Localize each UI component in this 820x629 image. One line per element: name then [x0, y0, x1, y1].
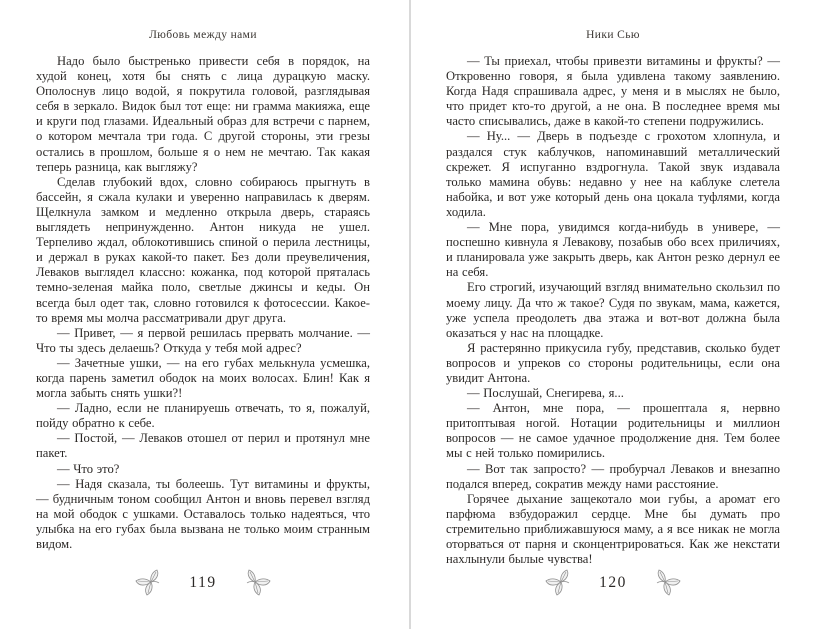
paragraph: — Надя сказала, ты болеешь. Тут витамины и фрукты, — будничным тоном сообщил Антон и вновь перевел взгляд на мой ободок с ушками. Оставалось только надеяться, что улыбка на его губах была вызвана не только моим странным видом.	[36, 476, 370, 551]
paragraph: — Ты приехал, чтобы привезти витамины и фрукты? — Откровенно говоря, я была удивлена такому заявлению. Когда Надя спрашивала адрес, у меня и в мыслях не было, что придет кто-то другой, а не она. В последнее время мы часто списывались, даже в какой-то степени подружились.	[446, 54, 780, 129]
paragraph: Я растерянно прикусила губу, представив, сколько будет вопросов и упреков со стороны родительницы, если она увидит Антона.	[446, 340, 780, 385]
page-footer-right	[446, 569, 780, 596]
page-text-left	[36, 54, 370, 552]
leaf-ornament-icon	[135, 569, 165, 596]
page-text-right	[446, 54, 780, 567]
paragraph: — Зачетные ушки, — на его губах мелькнула усмешка, когда парень заметил ободок на моих волосах. Блин! Как я могла забыть снять ушки?!	[36, 355, 370, 401]
paragraph: — Ладно, если не планируешь отвечать, то я, пожалуй, пойду обратно к себе.	[36, 401, 370, 431]
running-header-left: Любовь между нами	[149, 29, 257, 41]
leaf-ornament-icon	[241, 569, 271, 596]
paragraph: Его строгий, изучающий взгляд внимательно скользил по моему лицу. Да что ж такое? Судя по звукам, мама, кажется, уже успела преодолеть два этажа и вот-вот должна была оказаться у нас на площадке.	[446, 280, 780, 340]
leaf-ornament-icon	[545, 569, 575, 596]
running-header-right: Ники Сью	[586, 29, 640, 41]
paragraph: Надо было быстренько привести себя в порядок, на худой конец, хотя бы снять с лица дурацкую маску. Ополоснув лицо водой, я покрутила головой, разглядывая себя в зеркало. Видок был тот еще: ни грамма макияжа, еще и круги под глазами. Идеальный образ для встречи с парнем, о котором мечтала три года. С другой стороны, эти грезы остались в прошлом, больше я о нем не мечтаю. Так какая теперь разница, как выгляжу?	[36, 54, 370, 174]
paragraph: — Мне пора, увидимся когда-нибудь в универе, — поспешно кивнула я Левакову, позабыв обо всех приличиях, и планировала уже закрыть дверь, как Антон резко дернул ее на себя.	[446, 220, 780, 280]
page-right	[410, 0, 820, 629]
paragraph: — Ну... — Дверь в подъезде с грохотом хлопнула, и раздался стук каблучков, напоминавший металлический скрежет. Я испуганно вздрогнула. Такой звук издавала только мамина обувь: недавно у нее на каблуке слетела набойка, и вот уже который день она цокала туфлями, когда ходила.	[446, 129, 780, 219]
paragraph: — Вот так запросто? — пробурчал Леваков и внезапно подался вперед, сократив между нами расстояние.	[446, 461, 780, 491]
page-number-right: 120	[599, 573, 627, 591]
paragraph: — Антон, мне пора, — прошептала я, нервно притоптывая ногой. Нотации родительницы и миллион вопросов — не самое удачное продолжение дня. Тем более мы с ней только помирились.	[446, 401, 780, 461]
paragraph: — Что это?	[57, 461, 120, 476]
paragraph: Горячее дыхание защекотало мои губы, а аромат его парфюма взбудоражил сердце. Мне бы думать про стремительно приближавшуюся маму, а я все никак не могла оторваться от парня и сконцентрироваться. Как же некстати нахлынули былые чувства!	[446, 491, 780, 567]
paragraph: Сделав глубокий вдох, словно собираюсь прыгнуть в бассейн, я сжала кулаки и уверенно направилась к дверям. Щелкнула замком и медленно открыла дверь, стараясь выглядеть непринужденно. Антон никуда не ушел. Терпеливо ждал, облокотившись спиной о перила лестницы, и держал в руках какой-то пакет. Без доли преувеличения, Леваков выглядел классно: кожанка, под которой пряталась темно-зеленая майка поло, светлые джинсы и кеды. Он всегда был одет так, словно готовился к фотосессии. Какое-то время мы молча рассматривали друг друга.	[36, 174, 370, 325]
paragraph: — Послушай, Снегирева, я...	[467, 386, 624, 401]
paragraph: — Постой, — Леваков отошел от перил и протянул мне пакет.	[36, 431, 370, 461]
page-number-left: 119	[189, 573, 217, 591]
paragraph: — Привет, — я первой решилась прервать молчание. — Что ты здесь делаешь? Откуда у тебя мой адрес?	[36, 325, 370, 355]
leaf-ornament-icon	[651, 569, 681, 596]
page-footer-left	[36, 569, 370, 596]
